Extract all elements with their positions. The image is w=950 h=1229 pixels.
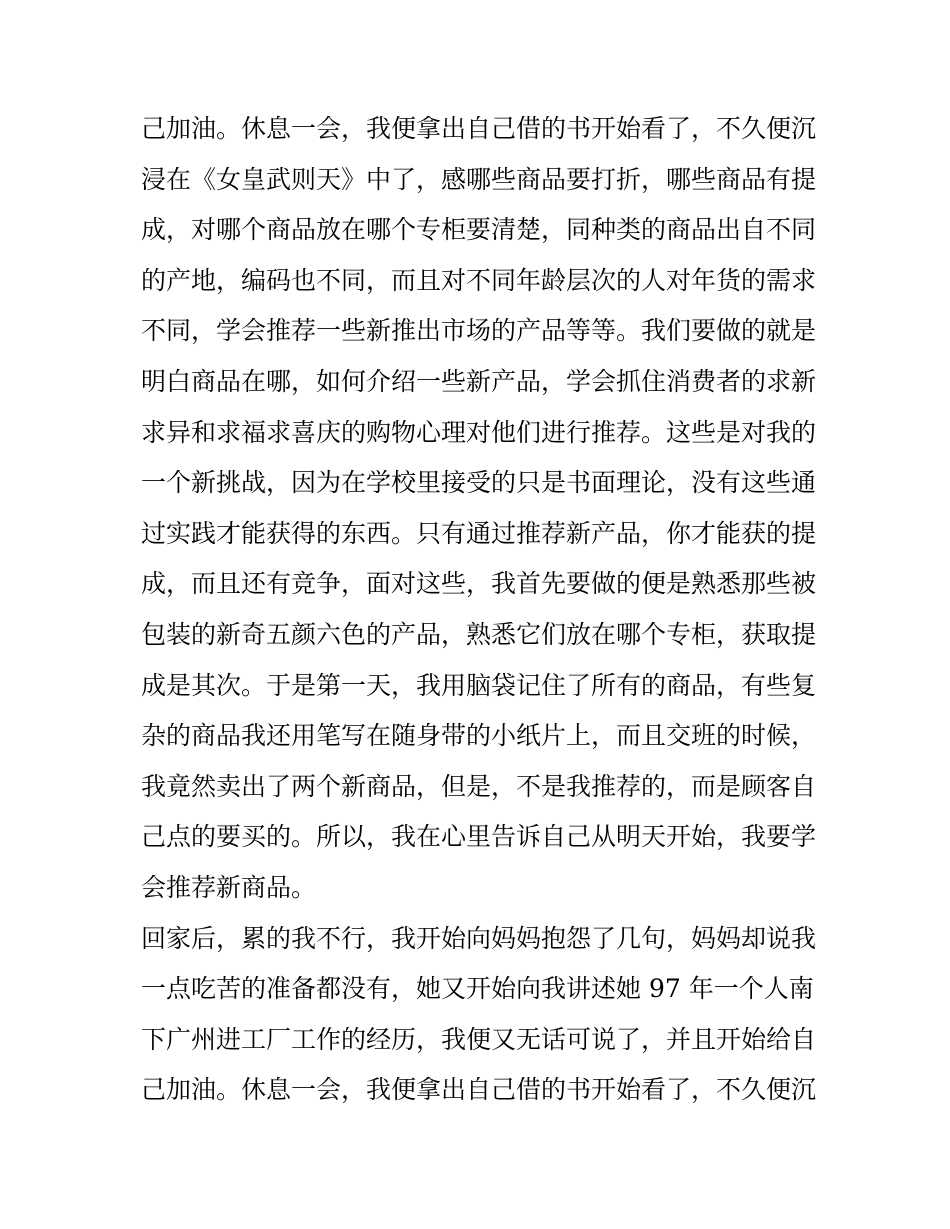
text-line-12: 成是其次。于是第一天，我用脑袋记住了所有的商品，有些复 bbox=[141, 670, 816, 700]
text-line-20: 己加油。休息一会，我便拿出自己借的书开始看了，不久便沉 bbox=[141, 1075, 816, 1105]
text-line-10: 成，而且还有竞争，面对这些，我首先要做的便是熟悉那些被 bbox=[141, 569, 816, 599]
text-line-11: 包装的新奇五颜六色的产品，熟悉它们放在哪个专柜，获取提 bbox=[141, 619, 816, 649]
text-line-14: 我竟然卖出了两个新商品，但是，不是我推荐的，而是顾客自 bbox=[141, 771, 816, 801]
text-line-4: 的产地，编码也不同，而且对不同年龄层次的人对年货的需求 bbox=[141, 265, 816, 295]
text-line-18: 一点吃苦的准备都没有，她又开始向我讲述她 97 年一个人南 bbox=[141, 974, 814, 1004]
text-line-6: 明白商品在哪，如何介绍一些新产品，学会抓住消费者的求新 bbox=[141, 366, 816, 396]
text-line-9: 过实践才能获得的东西。只有通过推荐新产品，你才能获的提 bbox=[141, 518, 816, 548]
text-line-3: 成，对哪个商品放在哪个专柜要清楚，同种类的商品出自不同 bbox=[141, 215, 816, 245]
text-line-7: 求异和求福求喜庆的购物心理对他们进行推荐。这些是对我的 bbox=[141, 417, 816, 447]
text-line-1: 己加油。休息一会，我便拿出自己借的书开始看了，不久便沉 bbox=[141, 114, 816, 143]
text-line-17: 回家后，累的我不行，我开始向妈妈抱怨了几句，妈妈却说我 bbox=[141, 923, 816, 953]
text-line-19: 下广州进工厂工作的经历，我便又无话可说了，并且开始给自 bbox=[141, 1024, 816, 1054]
text-line-8: 一个新挑战，因为在学校里接受的只是书面理论，没有这些通 bbox=[141, 468, 816, 498]
text-line-16: 会推荐新商品。 bbox=[141, 872, 317, 902]
text-line-2: 浸在《女皇武则天》中了，感哪些商品要打折，哪些商品有提 bbox=[141, 164, 816, 194]
body-text bbox=[141, 104, 816, 1116]
text-line-13: 杂的商品我还用笔写在随身带的小纸片上，而且交班的时候， bbox=[141, 721, 816, 751]
text-line-15: 己点的要买的。所以，我在心里告诉自己从明天开始，我要学 bbox=[141, 822, 816, 852]
text-line-5: 不同，学会推荐一些新推出市场的产品等等。我们要做的就是 bbox=[141, 316, 816, 346]
